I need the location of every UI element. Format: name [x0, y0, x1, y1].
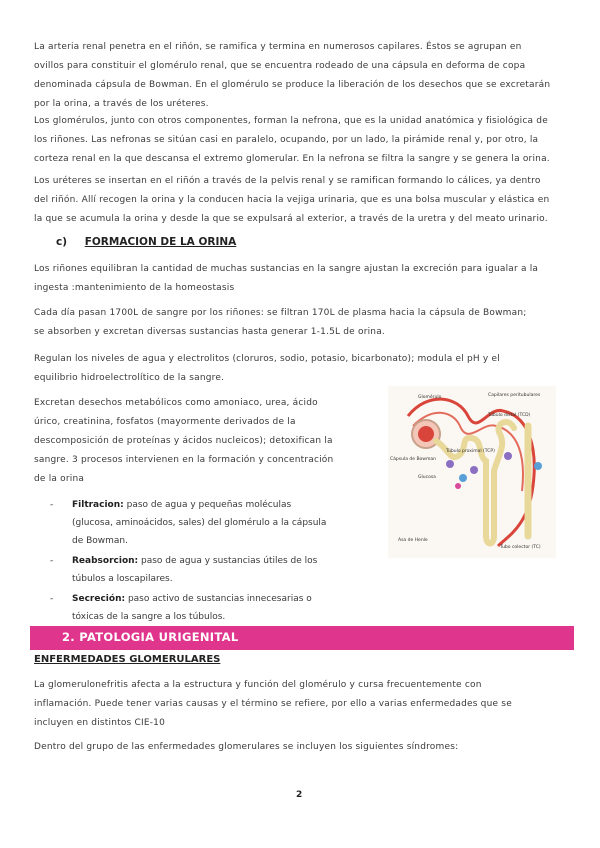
paragraph-syndromes — [34, 738, 564, 757]
text-line: inflamación. Puede tener varias causas y el término se refiere, por ello a varias enfermedades que se — [34, 699, 512, 709]
paragraph-renal-artery — [34, 38, 564, 114]
nephron-diagram — [388, 386, 556, 558]
section-heading-formacion — [56, 236, 236, 248]
process-list — [50, 496, 350, 626]
label-tubulo-proximal: Túbulo proximal (TCP) — [446, 449, 495, 454]
text-line: incluyen en distintos CIE-10 — [34, 718, 166, 728]
paragraph-waste — [34, 394, 344, 489]
text-line: por la orina, a través de los uréteres. — [34, 99, 209, 109]
text-line: ovillos para constituir el glomérulo renal, que se encuentra rodeado de una cápsula en deforma de copa — [34, 61, 526, 71]
text-line: La arteria renal penetra en el riñón, se ramifica y termina en numerosos capilares. Éstos se agrupan en — [34, 42, 522, 52]
label-glucosa: Glucosa — [418, 475, 436, 480]
page-number: 2 — [296, 790, 303, 800]
text-line: úrico, creatinina, fosfatos (mayormente derivados de la — [34, 417, 296, 427]
list-text: túbulos a loscapilares. — [72, 574, 173, 584]
list-text: paso de agua y sustancias útiles de los — [138, 556, 318, 566]
paragraph-homeostasis — [34, 260, 564, 298]
label-tubo-colector: Tubo colector (TC) — [500, 545, 541, 550]
heading-letter: c) — [56, 236, 68, 248]
bullet: - — [50, 500, 54, 510]
paragraph-glomerulonefritis — [34, 676, 564, 733]
text-line: del riñón. Allí recogen la orina y la conducen hacia la vejiga urinaria, que es una bolsa muscular y elástica en — [34, 195, 550, 205]
solute-marker — [446, 460, 454, 468]
solute-marker — [470, 466, 478, 474]
solute-marker — [455, 483, 461, 489]
text-line: Regulan los niveles de agua y electrolitos (cloruros, sodio, potasio, bicarbonato); modula el pH y el — [34, 354, 500, 364]
heading-label: FORMACION DE LA ORINA — [84, 236, 237, 248]
glomerulus — [418, 426, 434, 442]
text-line: Los uréteres se insertan en el riñón a través de la pelvis renal y se ramifican formando lo cálices, ya dentro — [34, 176, 541, 186]
list-item-reabsorcion — [50, 552, 350, 588]
list-text: paso de agua y pequeñas moléculas — [123, 500, 292, 510]
text-line: de la orina — [34, 474, 85, 484]
label-capilares: Capilares peritubulares — [488, 393, 541, 398]
text-line: equilibrio hidroelectrolítico de la sangre. — [34, 373, 225, 383]
paragraph-blood-volume — [34, 304, 564, 342]
list-text: de Bowman. — [72, 536, 128, 546]
list-text: paso activo de sustancias innecesarias o — [125, 594, 312, 604]
term-filtracion: Filtracion: — [72, 500, 124, 510]
section-title: 2. PATOLOGIA URIGENITAL — [62, 630, 239, 644]
section-banner — [30, 626, 574, 650]
text-line: corteza renal en la que descansa el extremo glomerular. En la nefrona se filtra la sangre y se genera la orina. — [34, 154, 550, 164]
list-item-secrecion — [50, 590, 350, 626]
paragraph-glomeruli — [34, 112, 564, 169]
bullet: - — [50, 556, 54, 566]
text-line: Dentro del grupo de las enfermedades glomerulares se incluyen los siguientes síndromes: — [34, 742, 459, 752]
text-line: Los glomérulos, junto con otros componentes, forman la nefrona, que es la unidad anatómica y fisiológica de — [34, 116, 548, 126]
solute-marker — [534, 462, 542, 470]
label-capsula: Cápsula de Bowman — [390, 457, 436, 462]
list-text: tóxicas de la sangre a los túbulos. — [72, 612, 226, 622]
text-line: ingesta :mantenimiento de la homeostasis — [34, 283, 235, 293]
solute-marker — [459, 474, 467, 482]
text-line: sangre. 3 procesos intervienen en la formación y concentración — [34, 455, 334, 465]
text-line: Los riñones equilibran la cantidad de muchas sustancias en la sangre ajustan la excreción para igualar a la — [34, 264, 539, 274]
label-tubulo-distal: Túbulo distal (TCD) — [488, 413, 531, 418]
bullet: - — [50, 594, 54, 604]
list-text: (glucosa, aminoácidos, sales) del glomérulo a la cápsula — [72, 518, 327, 528]
term-reabsorcion: Reabsorcion: — [72, 556, 139, 566]
list-item-filtracion — [50, 496, 350, 550]
paragraph-electrolytes — [34, 350, 564, 388]
text-line: descomposición de proteínas y ácidos nucleicos); detoxifican la — [34, 436, 333, 446]
term-secrecion: Secreción: — [72, 594, 126, 604]
text-line: La glomerulonefritis afecta a la estructura y función del glomérulo y cursa frecuentemente con — [34, 680, 482, 690]
label-asa: Asa de Henle — [398, 538, 428, 543]
text-line: Cada día pasan 1700L de sangre por los riñones: se filtran 170L de plasma hacia la cápsula de Bowman; — [34, 308, 527, 318]
subheading-glomerular: ENFERMEDADES GLOMERULARES — [34, 654, 221, 665]
solute-marker — [504, 452, 512, 460]
paragraph-ureters — [34, 172, 564, 229]
label-glomerulo: Glomérulo — [418, 395, 442, 400]
text-line: denominada cápsula de Bowman. En el glomérulo se produce la liberación de los desechos que se excretarán — [34, 80, 551, 90]
text-line: se absorben y excretan diversas sustancias hasta generar 1-1.5L de orina. — [34, 327, 385, 337]
text-line: la que se acumula la orina y desde la que se expulsará al exterior, a través de la uretra y del meato urinario. — [34, 214, 548, 224]
text-line: los riñones. Las nefronas se sitúan casi en paralelo, ocupando, por un lado, la pirámide renal y, por otro, la — [34, 135, 539, 145]
text-line: Excretan desechos metabólicos como amoniaco, urea, ácido — [34, 398, 318, 408]
